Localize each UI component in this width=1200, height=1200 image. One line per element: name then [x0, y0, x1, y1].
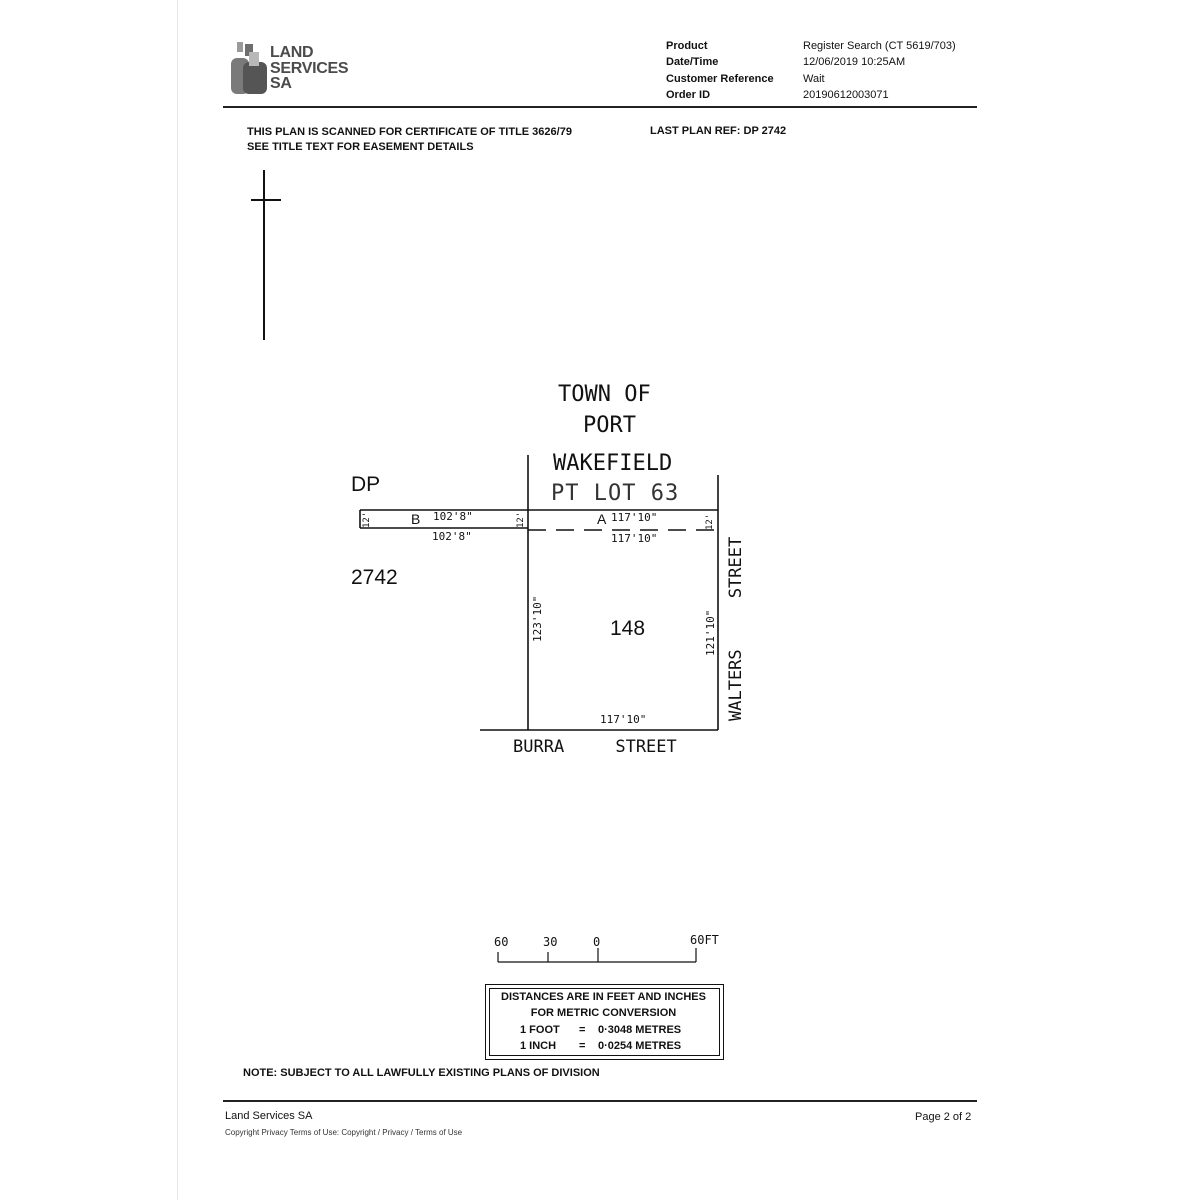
dim-a-bottom: 117'10": [611, 532, 658, 545]
town-line-2: PORT: [583, 413, 636, 438]
page-number: Page 2 of 2: [915, 1111, 972, 1123]
footer-divider: [223, 1100, 977, 1102]
product-label: Product: [666, 40, 708, 52]
street-walters: WALTERS STREET: [726, 536, 746, 721]
datetime-value: 12/06/2019 10:25AM: [803, 56, 906, 69]
last-plan-ref: LAST PLAN REF: DP 2742: [650, 125, 787, 137]
scale-label-0: 0: [593, 935, 601, 949]
scale-label-60ft: 60FT: [690, 933, 719, 947]
dim-west: 123'10": [531, 595, 544, 642]
scale-label-60: 60: [494, 935, 509, 949]
dim-12-right: 12': [705, 513, 715, 530]
town-line-3: WAKEFIELD: [553, 451, 673, 476]
conversion-heading: DISTANCES ARE IN FEET AND INCHES FOR METRIC CONVERSION: [501, 991, 706, 1019]
inch-equals: =: [579, 1040, 586, 1052]
order-id-value: 20190612003071: [803, 88, 889, 101]
division-note: NOTE: SUBJECT TO ALL LAWFULLY EXISTING PLANS OF DIVISION: [243, 1067, 600, 1079]
inch-label: 1 INCH: [520, 1040, 557, 1052]
street-burra: BURRA STREET: [513, 737, 677, 757]
easement-b-label: B: [411, 511, 421, 527]
dim-12-left: 12': [362, 511, 372, 528]
foot-equals: =: [579, 1024, 586, 1036]
logo-wordmark: LAND SERVICES SA: [270, 44, 349, 92]
scale-bar: [498, 948, 696, 962]
north-arrow-icon: [251, 170, 281, 340]
scale-label-30: 30: [543, 935, 558, 949]
town-line-1: TOWN OF: [558, 382, 651, 407]
datetime-label: Date/Time: [666, 56, 719, 69]
dim-b-top: 102'8": [433, 510, 473, 523]
dim-south: 117'10": [600, 713, 647, 726]
inch-value: 0·0254 METRES: [598, 1040, 682, 1052]
pt-lot-label: PT LOT 63: [551, 481, 680, 506]
dp-label: DP: [351, 473, 381, 496]
footer-org: Land Services SA: [225, 1110, 313, 1122]
dim-b-bottom: 102'8": [432, 530, 472, 543]
foot-label: 1 FOOT: [520, 1024, 560, 1036]
lot-number: 148: [610, 617, 646, 640]
foot-value: 0·3048 METRES: [598, 1024, 682, 1036]
easement-a-label: A: [597, 511, 607, 527]
scan-note: THIS PLAN IS SCANNED FOR CERTIFICATE OF TITLE 3626/79 SEE TITLE TEXT FOR EASEMENT DETAILS: [247, 126, 572, 153]
customer-reference-label: Customer Reference: [666, 72, 774, 85]
customer-reference-value: Wait: [803, 72, 825, 85]
dim-east: 121'10": [704, 609, 717, 656]
product-value: Register Search (CT 5619/703): [803, 40, 956, 52]
dim-12-mid: 12': [516, 511, 526, 528]
footer-copyright[interactable]: Copyright Privacy Terms of Use: Copyright / Privacy / Terms of Use: [225, 1128, 463, 1137]
order-id-label: Order ID: [666, 88, 711, 101]
dim-a-top: 117'10": [611, 511, 658, 524]
dp-number: 2742: [351, 566, 398, 589]
